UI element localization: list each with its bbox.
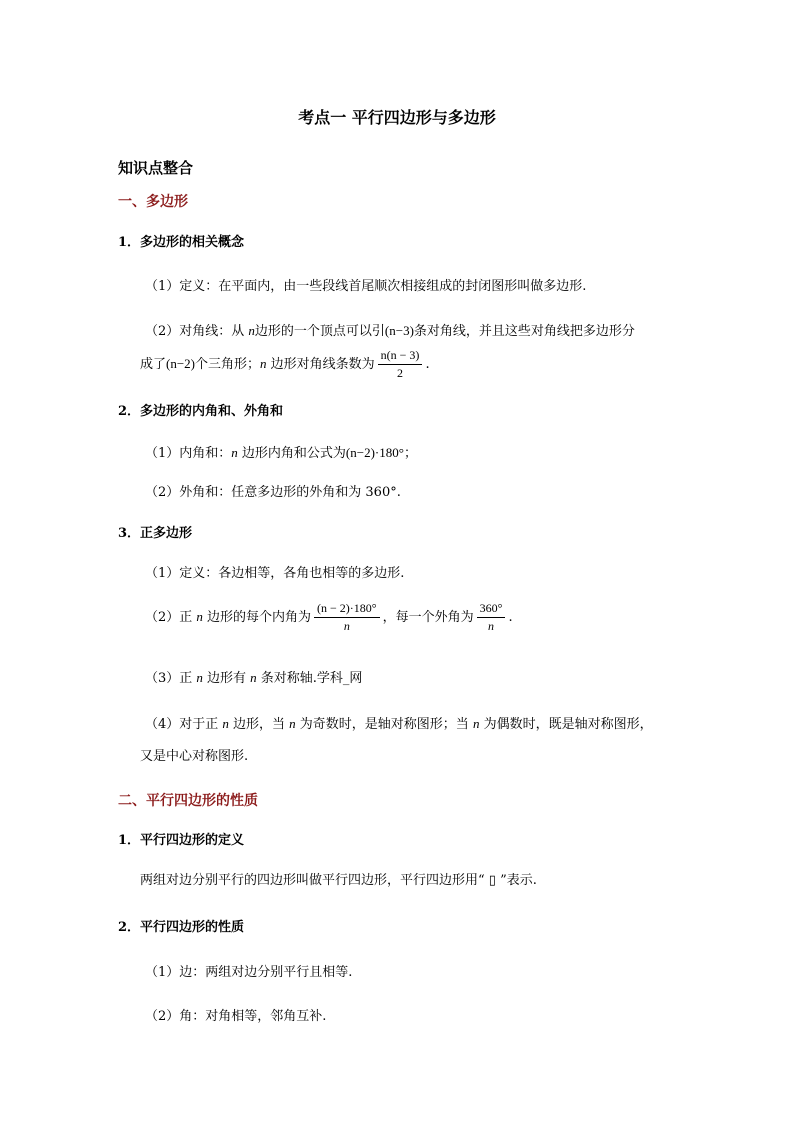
fraction-denominator: 2 <box>397 366 404 380</box>
subheading-polygon-concepts: 1．多边形的相关概念 <box>118 235 245 250</box>
math-variable: n <box>472 716 480 731</box>
math-variable: n <box>222 716 229 731</box>
text-segment: . <box>425 357 430 372</box>
fraction-exterior-angle <box>477 601 506 634</box>
text-segment: 边形，当 <box>228 717 290 732</box>
text-segment: 边形内角和公式为 <box>237 446 346 461</box>
text-segment: 边形的一个顶点可以引 <box>254 324 385 339</box>
paragraph-exterior-angle-sum: （2）外角和：任意多边形的外角和为 360°. <box>145 485 401 500</box>
math-expression: (n−2)·180°； <box>345 445 417 460</box>
paragraph-polygon-definition: （1）定义：在平面内，由一些段线首尾顺次相接组成的封闭图形叫做多边形. <box>145 279 587 294</box>
text-segment: 条对称轴.学科_网 <box>256 671 363 686</box>
paragraph-property-angles: （2）角：对角相等，邻角互补. <box>145 1009 327 1024</box>
fraction-denominator: n <box>343 619 350 633</box>
text-segment: 边形对角线条数为 <box>266 357 375 372</box>
fraction-numerator: (n − 2)·180° <box>314 601 380 618</box>
fraction-numerator: n(n − 3) <box>378 348 423 365</box>
page-title: 考点一 平行四边形与多边形 <box>298 108 496 127</box>
text-segment: （4）对于正 <box>145 717 223 732</box>
math-variable: n <box>260 356 267 371</box>
text-segment: 条对角线，并且这些对角线把多边形分 <box>413 324 635 339</box>
fraction-diagonal-count <box>378 348 423 381</box>
text-segment: （2）对角线：从 <box>145 324 249 339</box>
subheading-parallelogram-definition: 1．平行四边形的定义 <box>118 833 245 848</box>
text-segment: 边形有 <box>202 671 251 686</box>
text-segment: 个三角形； <box>195 357 261 372</box>
text-segment: （3）正 <box>145 671 197 686</box>
math-expression: (n−3) <box>384 323 414 338</box>
fraction-interior-angle <box>314 601 380 634</box>
text-segment: ，每一个外角为 <box>382 610 474 625</box>
subheading-parallelogram-properties: 2．平行四边形的性质 <box>118 920 245 935</box>
math-variable: n <box>248 323 255 338</box>
math-variable: n <box>196 670 203 685</box>
fraction-denominator: n <box>488 619 495 633</box>
text-segment: 边形的每个内角为 <box>202 610 312 625</box>
section-heading-polygons: 一、多边形 <box>118 194 188 210</box>
section-header: 知识点整合 <box>118 159 194 177</box>
math-variable: n <box>250 670 257 685</box>
paragraph-symmetry-odd-even <box>145 713 653 732</box>
subheading-regular-polygon: 3．正多边形 <box>118 526 193 541</box>
paragraph-parallelogram-definition: 两组对边分别平行的四边形叫做平行四边形，平行四边形用“ ▯ ”表示. <box>140 873 537 888</box>
math-expression: (n−2) <box>166 356 196 371</box>
paragraph-interior-angle-sum <box>145 442 417 461</box>
text-segment: 为奇数时，是轴对称图形；当 <box>295 717 473 732</box>
text-segment: （2）正 <box>145 610 197 625</box>
math-variable: n <box>231 445 238 460</box>
paragraph-property-sides: （1）边：两组对边分别平行且相等. <box>145 965 353 980</box>
paragraph-diagonals-line1 <box>145 320 635 339</box>
fraction-numerator: 360° <box>477 601 506 618</box>
section-heading-parallelogram: 二、平行四边形的性质 <box>118 793 258 809</box>
math-variable: n <box>289 716 296 731</box>
text-segment: 成了 <box>140 357 167 372</box>
paragraph-symmetry-line2: 又是中心对称图形. <box>140 749 249 764</box>
text-segment: （1）内角和： <box>145 446 232 461</box>
paragraph-regular-polygon-definition: （1）定义：各边相等，各角也相等的多边形. <box>145 566 405 581</box>
paragraph-symmetry-axes <box>145 667 362 686</box>
paragraph-regular-polygon-angles <box>145 601 513 634</box>
subheading-angle-sums: 2．多边形的内角和、外角和 <box>118 404 284 419</box>
paragraph-diagonals-line2 <box>140 348 430 381</box>
math-variable: n <box>196 609 203 624</box>
text-segment: . <box>508 610 513 625</box>
text-segment: 为偶数时，既是轴对称图形， <box>479 717 653 732</box>
